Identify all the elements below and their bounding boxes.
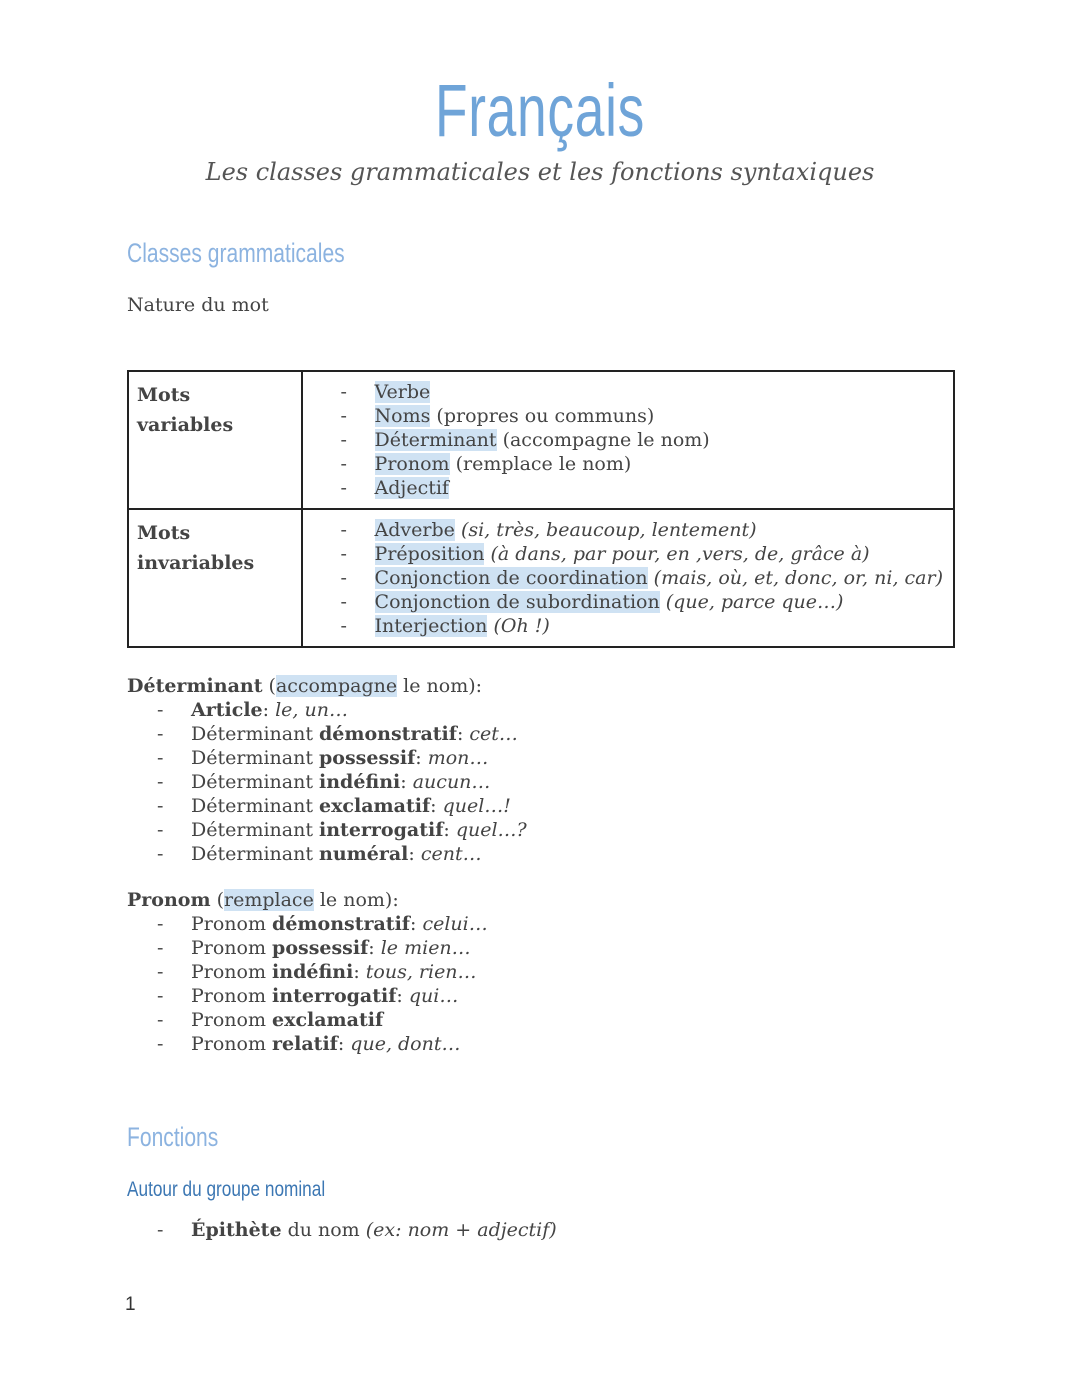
determinant-title: Déterminant	[127, 675, 263, 697]
item-keyword: exclamatif	[272, 1009, 384, 1031]
list-item	[157, 1032, 488, 1056]
list-item	[341, 518, 943, 542]
item-example: cet…	[469, 723, 518, 745]
item-prefix: Pronom	[191, 937, 273, 959]
item-keyword: indéfini	[319, 771, 401, 793]
item-example: celui…	[422, 913, 488, 935]
item-example: cent…	[420, 843, 482, 865]
list-item	[341, 476, 943, 500]
item-keyword: interrogatif	[272, 985, 397, 1007]
term-highlight: Adverbe	[374, 519, 455, 541]
item-keyword: démonstratif	[272, 913, 410, 935]
term-highlight: Interjection	[374, 615, 488, 637]
item-prefix: Pronom	[191, 985, 273, 1007]
list-item	[157, 818, 527, 842]
list-item	[157, 698, 527, 722]
row-label-variables: Mots variables	[128, 371, 302, 509]
item-prefix: Déterminant	[191, 843, 320, 865]
term-highlight: Adjectif	[374, 477, 449, 499]
list-item	[341, 614, 943, 638]
term-detail: (propres ou communs)	[430, 405, 655, 427]
item-sep: :	[353, 961, 366, 983]
item-sep: :	[337, 1033, 351, 1055]
item-keyword: numéral	[319, 843, 409, 865]
item-prefix: Pronom	[191, 1033, 273, 1055]
table-row	[128, 509, 954, 647]
determinant-heading	[127, 674, 527, 698]
list-item	[341, 380, 943, 404]
fonctions-list	[127, 1218, 557, 1242]
item-keyword: relatif	[272, 1033, 338, 1055]
item-example: aucun…	[412, 771, 491, 793]
section-heading-fonctions: Fonctions	[127, 1122, 219, 1152]
table-row	[128, 371, 954, 509]
term-detail: (remplace le nom)	[449, 453, 632, 475]
term-highlight: Noms	[374, 405, 431, 427]
heading-paren: (	[210, 889, 225, 911]
item-example: quel…!	[442, 795, 511, 817]
list-item	[157, 936, 488, 960]
list-item	[341, 404, 943, 428]
term-examples: (Oh !)	[487, 615, 550, 637]
list-item	[157, 746, 527, 770]
item-sep: :	[443, 819, 456, 841]
item-sep: :	[400, 771, 413, 793]
item-keyword: démonstratif	[319, 723, 457, 745]
term-examples: (si, très, beaucoup, lentement)	[454, 519, 757, 541]
item-keyword: indéfini	[272, 961, 354, 983]
item-sep: :	[430, 795, 443, 817]
page-number: 1	[125, 1294, 136, 1315]
heading-rest: le nom):	[313, 889, 399, 911]
list-item	[341, 452, 943, 476]
list-item	[341, 428, 943, 452]
item-prefix: Pronom	[191, 913, 273, 935]
item-prefix: Déterminant	[191, 747, 320, 769]
row-items-variables	[302, 371, 954, 509]
document-title: Français	[434, 69, 646, 152]
item-prefix: Déterminant	[191, 723, 320, 745]
row-label-invariables: Mots invariables	[128, 509, 302, 647]
term-highlight: Verbe	[374, 381, 431, 403]
list-item	[157, 794, 527, 818]
heading-rest: le nom):	[397, 675, 483, 697]
list-item	[157, 770, 527, 794]
item-sep: :	[456, 723, 470, 745]
list-item	[157, 842, 527, 866]
pronom-block	[127, 888, 488, 1056]
item-example: mon…	[427, 747, 489, 769]
subsection-heading-groupe-nominal: Autour du groupe nominal	[127, 1178, 326, 1201]
item-sep: :	[396, 985, 409, 1007]
list-item	[157, 984, 488, 1008]
nature-table	[127, 370, 955, 648]
section-heading-classes: Classes grammaticales	[127, 238, 345, 268]
item-example: quel…?	[455, 819, 527, 841]
item-prefix: Pronom	[191, 961, 273, 983]
term-highlight: Déterminant	[374, 429, 497, 451]
item-example: que, dont…	[350, 1033, 461, 1055]
item-sep: :	[368, 937, 381, 959]
pronom-heading	[127, 888, 488, 912]
pronom-title: Pronom	[127, 889, 211, 911]
list-item	[157, 1008, 488, 1032]
term-examples: (que, parce que…)	[659, 591, 844, 613]
heading-paren: (	[262, 675, 276, 697]
item-keyword: possessif	[319, 747, 416, 769]
item-sep: :	[409, 913, 423, 935]
document-subtitle: Les classes grammaticales et les fonctions syntaxiques	[205, 158, 875, 186]
item-prefix: Pronom	[191, 1009, 273, 1031]
list-item	[341, 566, 943, 590]
item-keyword: interrogatif	[319, 819, 444, 841]
term-highlight: Pronom	[374, 453, 450, 475]
item-sep: :	[262, 699, 276, 721]
item-example: le mien…	[380, 937, 471, 959]
list-item	[341, 542, 943, 566]
list-item	[157, 722, 527, 746]
item-keyword: Épithète	[191, 1219, 282, 1241]
term-highlight: Préposition	[374, 543, 485, 565]
row-items-invariables	[302, 509, 954, 647]
term-highlight: Conjonction de coordination	[374, 567, 648, 589]
item-prefix: Déterminant	[191, 795, 320, 817]
list-item	[157, 1218, 557, 1242]
intro-text: Nature du mot	[127, 294, 269, 316]
item-sep: :	[408, 843, 421, 865]
item-keyword: possessif	[272, 937, 369, 959]
item-example: (ex: nom + adjectif)	[365, 1219, 557, 1241]
list-item	[341, 590, 943, 614]
item-keyword: exclamatif	[319, 795, 431, 817]
term-examples: (à dans, par pour, en ,vers, de, grâce à)	[484, 543, 870, 565]
heading-highlight: accompagne	[275, 675, 398, 697]
term-examples: (mais, où, et, donc, or, ni, car)	[647, 567, 943, 589]
item-example: le, un…	[275, 699, 348, 721]
item-prefix: Déterminant	[191, 819, 320, 841]
heading-highlight: remplace	[224, 889, 314, 911]
list-item	[157, 912, 488, 936]
item-example: tous, rien…	[365, 961, 477, 983]
item-text: du nom	[281, 1219, 366, 1241]
list-item	[157, 960, 488, 984]
term-detail: (accompagne le nom)	[496, 429, 710, 451]
item-sep: :	[415, 747, 428, 769]
item-keyword: Article	[191, 699, 263, 721]
item-prefix: Déterminant	[191, 771, 320, 793]
item-example: qui…	[408, 985, 459, 1007]
determinant-block	[127, 674, 527, 866]
term-highlight: Conjonction de subordination	[374, 591, 660, 613]
